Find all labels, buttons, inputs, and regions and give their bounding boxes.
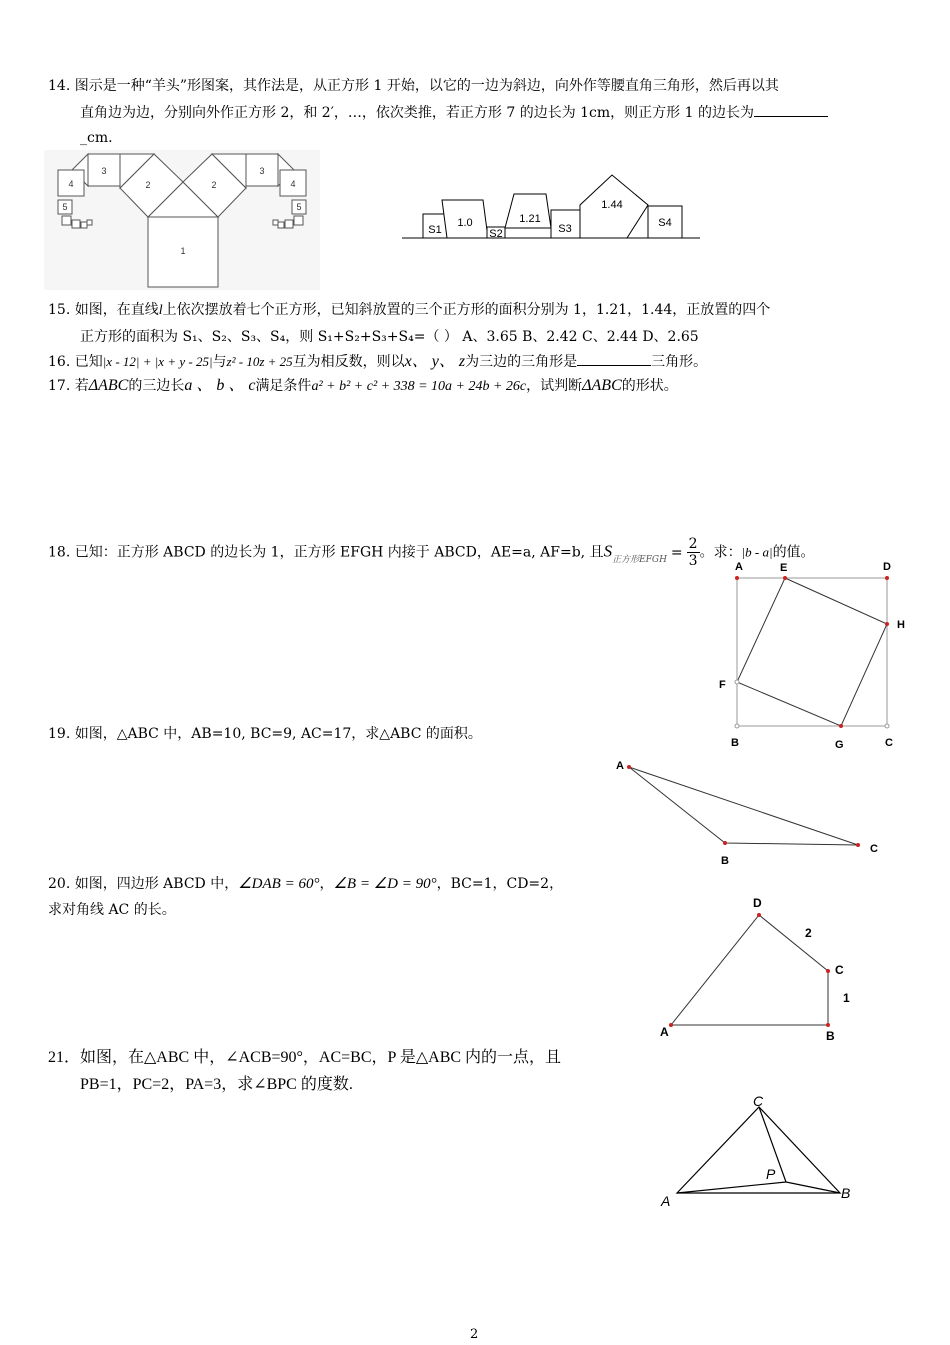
point-label: D (883, 561, 891, 573)
ram-label: 5 (296, 202, 302, 212)
square-label: 1.21 (519, 213, 541, 225)
point-label: B (841, 1185, 851, 1201)
q17-triangle2: ΔABC (582, 377, 622, 394)
q16-expr2: z² - 10z + 25 (226, 354, 293, 369)
q20-sep: ， (319, 876, 334, 892)
q20-line1a: 20. 如图，四边形 ABCD 中， (48, 876, 239, 892)
q16-expr1: |x - 12| + |x + y - 25| (102, 354, 213, 369)
ram-head-figure (44, 150, 320, 290)
point-label: C (835, 963, 844, 977)
q18-eq: = (670, 544, 683, 561)
point-label: B (721, 855, 729, 867)
squares-on-line-figure (400, 170, 700, 242)
q18-den: 3 (688, 553, 698, 569)
triangle-apb-figure (655, 1090, 865, 1215)
q16-end2: 三角形。 (651, 354, 708, 370)
square-label: S4 (658, 217, 672, 229)
q18-end: 。求： (699, 544, 742, 561)
ram-label: 2 (211, 180, 217, 190)
q14-line3: _cm. (80, 130, 113, 146)
q18-s: S (603, 541, 613, 561)
page-number: 2 (470, 1327, 479, 1342)
q18-abs: |b - a| (741, 544, 773, 560)
q17-cond: 满足条件 (255, 378, 312, 394)
square-efgh-figure (715, 558, 915, 758)
q21-line1: 21．如图，在△ABC 中，∠ACB=90°，AC=BC，P 是△ABC 内的一点，且 (48, 1049, 562, 1066)
point-label: A (735, 561, 743, 573)
q16-vars: x、 y、 z (404, 353, 466, 370)
q14-line2-text: 直角边为边，分别向外作正方形 2，和 2′，…，依次类推，若正方形 7 的边长为 1cm，则正方形 1 的边长为 (80, 105, 754, 121)
q16-mid: 与 (212, 354, 227, 370)
q17-end2: 的形状。 (621, 378, 678, 394)
q20-line1 (48, 874, 563, 894)
ram-label: 3 (259, 166, 265, 176)
answer-blank (754, 116, 828, 117)
quadrilateral-abcd-figure (655, 893, 865, 1048)
q18-num: 2 (688, 536, 698, 552)
q16-end1: 为三边的三角形是 (465, 354, 578, 370)
point-label: D (753, 896, 762, 910)
point-label: C (885, 737, 893, 749)
q19-line: 19. 如图，△ABC 中，AB=10, BC=9, AC=17，求△ABC 的面积。 (48, 726, 482, 742)
q16-suffix: 互为相反数，则以 (292, 354, 405, 370)
square-label: 1.0 (457, 217, 473, 229)
q20-angle2: ∠B = ∠D = 90° (333, 876, 437, 892)
point-label: A (616, 760, 624, 772)
q17-equation: a² + b² + c² + 338 = 10a + 24b + 26c (311, 379, 527, 394)
q17-mid: 的三边长 (128, 378, 185, 394)
side-label: 1 (843, 991, 850, 1005)
q18-fraction (687, 536, 700, 569)
q20-angle1: ∠DAB = 60° (238, 876, 320, 892)
q14-line1: 14. 图示是一种“羊头”形图案，其作法是，从正方形 1 开始，以它的一边为斜边，向外作等腰直角三角形，然后再以其 (48, 78, 779, 94)
point-label: E (780, 562, 788, 574)
ram-label: 4 (290, 179, 296, 189)
square-label: S3 (558, 223, 572, 235)
q17-prefix: 17. 若 (48, 378, 89, 394)
point-label: C (870, 843, 878, 855)
line-l: l (158, 303, 163, 318)
point-label: C (753, 1093, 764, 1109)
q15-line2: 正方形的面积为 S₁、S₂、S₃、S₄，则 S₁+S₂+S₃+S₄=（ ） A、3.65 B、2.42 C、2.44 D、2.65 (80, 329, 699, 345)
ram-label: 3 (101, 166, 107, 176)
point-label: H (897, 619, 905, 631)
point-label: F (719, 679, 726, 691)
square-label: S2 (489, 228, 503, 240)
point-label: B (731, 737, 739, 749)
q21-line2: PB=1，PC=2，PA=3，求∠BPC 的度数. (80, 1076, 353, 1093)
side-label: 2 (805, 926, 812, 940)
q16-prefix: 16. 已知 (48, 354, 103, 370)
q15-line1 (48, 300, 770, 321)
answer-blank (577, 365, 651, 366)
point-label: B (826, 1029, 835, 1043)
ram-label: 1 (180, 246, 186, 256)
q17-triangle: ΔABC (88, 377, 129, 394)
q18-subscript: 正方形EFGH (612, 554, 667, 565)
q15-line1-text: 15. 如图，在直线 (48, 302, 159, 318)
ram-label: 5 (62, 202, 68, 212)
ram-label: 2 (145, 180, 151, 190)
q20-line2: 求对角线 AC 的长。 (48, 902, 176, 918)
point-label: A (661, 1193, 671, 1209)
q18-text: 18. 已知：正方形 ABCD 的边长为 1，正方形 EFGH 内接于 ABCD，AE=a, AF=b, 且 (48, 544, 604, 561)
point-label: G (835, 739, 844, 751)
q14-line2 (80, 103, 828, 123)
q18-end2: 的值。 (772, 544, 815, 561)
triangle-abc-figure (612, 756, 892, 866)
point-label: A (660, 1025, 669, 1039)
q17-line (48, 376, 678, 397)
q20-line1b: ，BC=1，CD=2， (436, 876, 564, 892)
q17-abc: a 、 b 、 c (184, 377, 256, 394)
square-label: S1 (428, 224, 442, 236)
q16-line (48, 352, 707, 372)
ram-label: 4 (68, 179, 74, 189)
q17-end: ，试判断 (526, 378, 583, 394)
point-label: P (766, 1166, 776, 1182)
q15-line1b-text: 上依次摆放着七个正方形，已知斜放置的三个正方形的面积分别为 1，1.21，1.44，正放置的四个 (162, 302, 771, 318)
square-label: 1.44 (601, 199, 623, 211)
q18-line (48, 536, 815, 569)
